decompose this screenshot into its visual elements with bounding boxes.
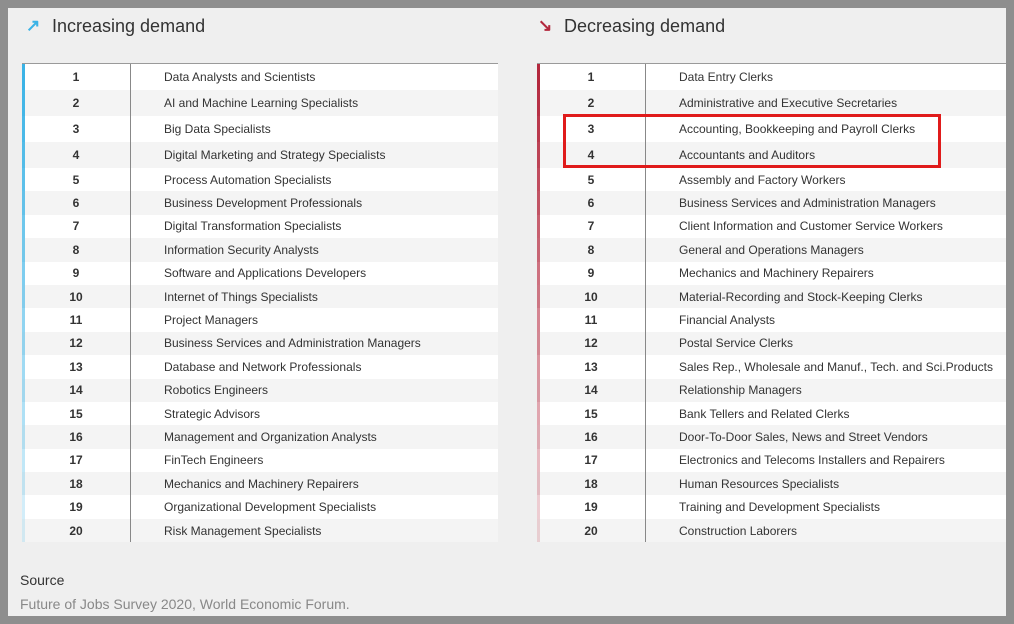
- rank-cell: 16: [22, 425, 131, 448]
- job-title-cell: Relationship Managers: [679, 383, 802, 398]
- increasing-rank-bar: [22, 262, 25, 285]
- increasing-row: [22, 90, 498, 116]
- rank-cell: 1: [22, 64, 131, 90]
- rank-cell: 15: [537, 402, 646, 425]
- job-title-cell: Internet of Things Specialists: [164, 289, 318, 304]
- increasing-row: [22, 332, 498, 355]
- job-title-cell: Construction Laborers: [679, 523, 798, 538]
- rank-cell: 4: [537, 142, 646, 168]
- increasing-row: [22, 379, 498, 402]
- decreasing-row: [537, 519, 1006, 542]
- rank-cell: 3: [22, 116, 131, 142]
- job-title-cell: Bank Tellers and Related Clerks: [679, 406, 850, 421]
- job-title-cell: Business Services and Administration Managers: [164, 336, 421, 351]
- rank-cell: 10: [22, 285, 131, 308]
- increasing-rank-bar: [22, 116, 25, 142]
- decreasing-rank-bar: [537, 90, 540, 116]
- increasing-row: [22, 472, 498, 495]
- rank-cell: 3: [537, 116, 646, 142]
- report-panel: [8, 8, 1006, 616]
- rank-cell: 10: [537, 285, 646, 308]
- job-title-cell: FinTech Engineers: [164, 453, 264, 468]
- job-title-cell: Financial Analysts: [679, 313, 776, 328]
- job-title-cell: Administrative and Executive Secretaries: [679, 96, 898, 110]
- increasing-demand-title: Increasing demand: [52, 15, 206, 36]
- job-title-cell: Sales Rep., Wholesale and Manuf., Tech. and Sci.Products: [679, 359, 993, 374]
- increasing-rank-bar: [22, 238, 25, 261]
- rank-cell: 13: [537, 355, 646, 378]
- decreasing-demand-title: Decreasing demand: [564, 15, 726, 36]
- job-title-cell: Software and Applications Developers: [164, 266, 367, 281]
- job-title-cell: Mechanics and Machinery Repairers: [679, 266, 874, 281]
- rank-cell: 15: [22, 402, 131, 425]
- decreasing-rank-bar: [537, 355, 540, 378]
- decreasing-row: [537, 425, 1006, 448]
- job-title-cell: Business Development Professionals: [164, 196, 363, 211]
- increasing-row: [22, 191, 498, 214]
- increasing-row: [22, 449, 498, 472]
- rank-cell: 16: [537, 425, 646, 448]
- increasing-demand-header: [26, 8, 205, 44]
- decreasing-rank-bar: [537, 519, 540, 542]
- decreasing-rank-bar: [537, 495, 540, 518]
- increasing-rank-bar: [22, 215, 25, 238]
- decreasing-rank-bar: [537, 262, 540, 285]
- job-title-cell: Data Analysts and Scientists: [164, 70, 316, 84]
- rank-cell: 8: [537, 238, 646, 261]
- job-title-cell: Organizational Development Specialists: [164, 500, 377, 515]
- increasing-row: [22, 142, 498, 168]
- increasing-row: [22, 519, 498, 542]
- decreasing-rank-bar: [537, 64, 540, 90]
- increasing-rank-bar: [22, 142, 25, 168]
- rank-cell: 4: [22, 142, 131, 168]
- job-title-cell: Postal Service Clerks: [679, 336, 794, 351]
- decreasing-row: [537, 191, 1006, 214]
- rank-cell: 18: [537, 472, 646, 495]
- increasing-rank-bar: [22, 472, 25, 495]
- job-title-cell: Project Managers: [164, 313, 259, 328]
- rank-cell: 20: [537, 519, 646, 542]
- rank-cell: 7: [537, 215, 646, 238]
- decreasing-rank-bar: [537, 379, 540, 402]
- job-title-cell: Risk Management Specialists: [164, 523, 322, 538]
- decreasing-row: [537, 308, 1006, 331]
- decreasing-row: [537, 402, 1006, 425]
- job-title-cell: Training and Development Specialists: [679, 500, 880, 515]
- increasing-row: [22, 308, 498, 331]
- increasing-rank-bar: [22, 402, 25, 425]
- job-title-cell: General and Operations Managers: [679, 242, 864, 257]
- rank-cell: 9: [22, 262, 131, 285]
- rank-cell: 11: [22, 308, 131, 331]
- decreasing-rank-bar: [537, 425, 540, 448]
- decreasing-rank-bar: [537, 116, 540, 142]
- increasing-rank-bar: [22, 64, 25, 90]
- rank-cell: 6: [22, 191, 131, 214]
- decreasing-row: [537, 332, 1006, 355]
- job-title-cell: Mechanics and Machinery Repairers: [164, 476, 359, 491]
- increasing-rank-bar: [22, 449, 25, 472]
- decreasing-rank-bar: [537, 308, 540, 331]
- increasing-rank-bar: [22, 191, 25, 214]
- job-title-cell: Human Resources Specialists: [679, 476, 840, 491]
- increasing-row: [22, 355, 498, 378]
- decreasing-row: [537, 238, 1006, 261]
- rank-cell: 19: [537, 495, 646, 518]
- up-right-arrow-icon: ↗: [26, 16, 41, 35]
- increasing-row: [22, 285, 498, 308]
- rank-cell: 11: [537, 308, 646, 331]
- job-title-cell: Assembly and Factory Workers: [679, 172, 846, 187]
- increasing-rank-bar: [22, 355, 25, 378]
- job-title-cell: Client Information and Customer Service Workers: [679, 219, 943, 234]
- increasing-rank-bar: [22, 495, 25, 518]
- increasing-row: [22, 116, 498, 142]
- decreasing-demand-header: [538, 8, 725, 44]
- decreasing-row: [537, 355, 1006, 378]
- decreasing-rank-bar: [537, 142, 540, 168]
- increasing-row: [22, 64, 498, 90]
- source-label: Source: [20, 572, 65, 588]
- job-title-cell: AI and Machine Learning Specialists: [164, 96, 359, 110]
- decreasing-row: [537, 495, 1006, 518]
- job-title-cell: Data Entry Clerks: [679, 70, 774, 84]
- increasing-rank-bar: [22, 168, 25, 191]
- rank-cell: 2: [537, 90, 646, 116]
- job-title-cell: Material-Recording and Stock-Keeping Clerks: [679, 289, 923, 304]
- increasing-rank-bar: [22, 425, 25, 448]
- rank-cell: 1: [537, 64, 646, 90]
- decreasing-rank-bar: [537, 191, 540, 214]
- rank-cell: 18: [22, 472, 131, 495]
- increasing-row: [22, 495, 498, 518]
- increasing-rank-bar: [22, 285, 25, 308]
- job-title-cell: Door-To-Door Sales, News and Street Vendors: [679, 429, 928, 444]
- decreasing-rank-bar: [537, 215, 540, 238]
- rank-cell: 12: [22, 332, 131, 355]
- job-title-cell: Business Services and Administration Managers: [679, 196, 936, 211]
- decreasing-row: [537, 90, 1006, 116]
- decreasing-rank-bar: [537, 332, 540, 355]
- rank-cell: 9: [537, 262, 646, 285]
- increasing-rank-bar: [22, 332, 25, 355]
- job-title-cell: Strategic Advisors: [164, 406, 261, 421]
- job-title-cell: Digital Transformation Specialists: [164, 219, 342, 234]
- rank-cell: 14: [22, 379, 131, 402]
- job-title-cell: Electronics and Telecoms Installers and Repairers: [679, 453, 945, 468]
- decreasing-row: [537, 64, 1006, 90]
- increasing-row: [22, 215, 498, 238]
- increasing-row: [22, 238, 498, 261]
- increasing-row: [22, 425, 498, 448]
- decreasing-rank-bar: [537, 168, 540, 191]
- rank-cell: 6: [537, 191, 646, 214]
- increasing-row: [22, 262, 498, 285]
- increasing-row: [22, 168, 498, 191]
- decreasing-rank-bar: [537, 402, 540, 425]
- rank-cell: 5: [537, 168, 646, 191]
- rank-cell: 5: [22, 168, 131, 191]
- job-title-cell: Database and Network Professionals: [164, 359, 362, 374]
- job-title-cell: Accounting, Bookkeeping and Payroll Clerks: [679, 122, 916, 136]
- decreasing-row: [537, 215, 1006, 238]
- decreasing-rank-bar: [537, 238, 540, 261]
- rank-cell: 20: [22, 519, 131, 542]
- increasing-rank-bar: [22, 308, 25, 331]
- job-title-cell: Accountants and Auditors: [679, 148, 816, 162]
- decreasing-row: [537, 168, 1006, 191]
- job-title-cell: Management and Organization Analysts: [164, 429, 377, 444]
- job-title-cell: Robotics Engineers: [164, 383, 269, 398]
- decreasing-row: [537, 449, 1006, 472]
- rank-cell: 12: [537, 332, 646, 355]
- job-title-cell: Digital Marketing and Strategy Specialists: [164, 148, 386, 162]
- rank-cell: 8: [22, 238, 131, 261]
- rank-cell: 2: [22, 90, 131, 116]
- rank-cell: 19: [22, 495, 131, 518]
- increasing-rank-bar: [22, 519, 25, 542]
- increasing-row: [22, 402, 498, 425]
- job-title-cell: Big Data Specialists: [164, 122, 271, 136]
- increasing-rank-bar: [22, 90, 25, 116]
- rank-cell: 17: [537, 449, 646, 472]
- down-right-arrow-icon: ↘: [538, 16, 553, 35]
- rank-cell: 7: [22, 215, 131, 238]
- source-text: Future of Jobs Survey 2020, World Economic Forum.: [20, 596, 350, 612]
- decreasing-row: [537, 379, 1006, 402]
- job-title-cell: Information Security Analysts: [164, 242, 319, 257]
- job-title-cell: Process Automation Specialists: [164, 172, 332, 187]
- decreasing-row: [537, 472, 1006, 495]
- decreasing-rank-bar: [537, 449, 540, 472]
- rank-cell: 17: [22, 449, 131, 472]
- decreasing-rank-bar: [537, 472, 540, 495]
- increasing-demand-table: [22, 64, 498, 542]
- rank-cell: 14: [537, 379, 646, 402]
- decreasing-rank-bar: [537, 285, 540, 308]
- increasing-rank-bar: [22, 379, 25, 402]
- rank-cell: 13: [22, 355, 131, 378]
- decreasing-row: [537, 285, 1006, 308]
- decreasing-row: [537, 262, 1006, 285]
- highlight-box: [563, 114, 941, 168]
